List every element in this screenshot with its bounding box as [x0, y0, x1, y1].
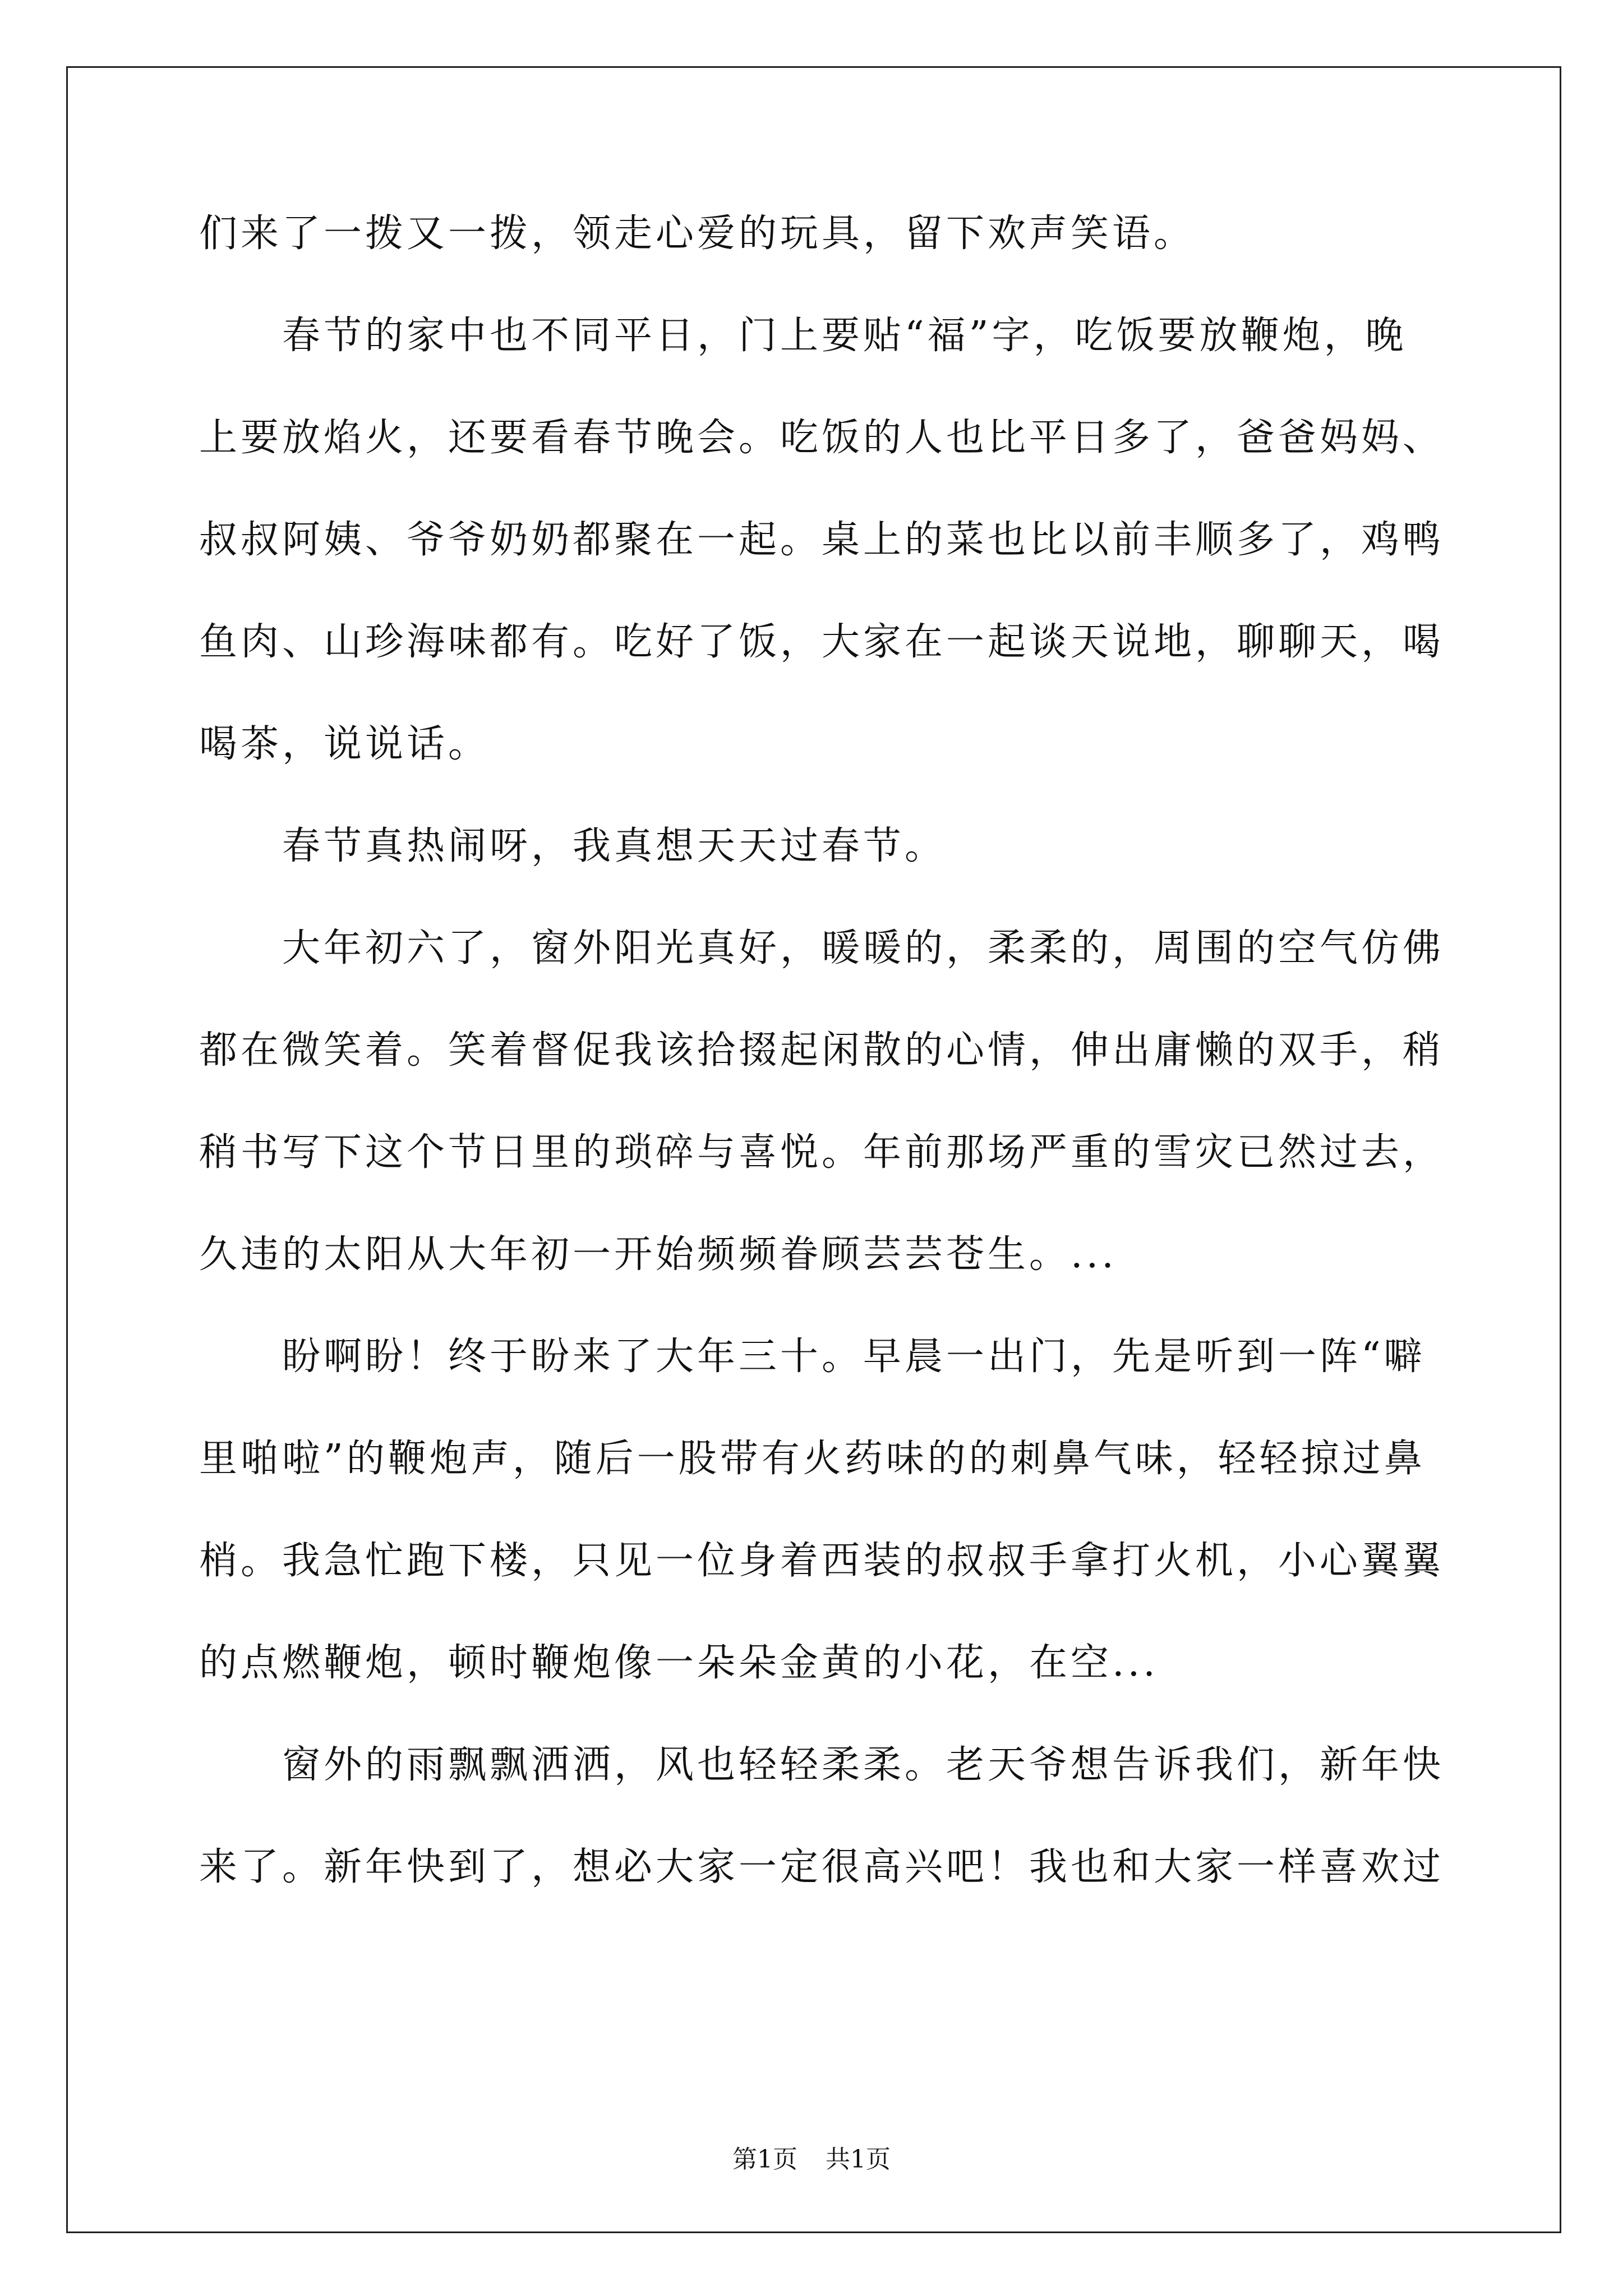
- text-line: 春节的家中也不同平日，门上要贴“福”字，吃饭要放鞭炮，晚: [282, 314, 1407, 358]
- text-line: 来了。新年快到了，想必大家一定很高兴吧！我也和大家一样喜欢过: [199, 1845, 1445, 1889]
- text-line: 都在微笑着。笑着督促我该拾掇起闲散的心情，伸出庸懒的双手，稍: [199, 1028, 1445, 1073]
- text-line: 喝茶，说说话。: [199, 722, 490, 766]
- text-line: 叔叔阿姨、爷爷奶奶都聚在一起。桌上的菜也比以前丰顺多了，鸡鸭: [199, 518, 1445, 562]
- text-line: 梢。我急忙跑下楼，只见一位身着西装的叔叔手拿打火机，小心翼翼: [199, 1539, 1445, 1583]
- text-line: 们来了一拨又一拨，领走心爱的玩具，留下欢声笑语。: [199, 211, 1196, 256]
- text-line: 大年初六了，窗外阳光真好，暖暖的，柔柔的，周围的空气仿佛: [282, 926, 1445, 970]
- text-line: 里啪啦”的鞭炮声，随后一股带有火药味的的刺鼻气味，轻轻掠过鼻: [199, 1437, 1426, 1481]
- text-line: 上要放焰火，还要看春节晚会。吃饭的人也比平日多了，爸爸妈妈、: [199, 416, 1445, 460]
- page-number-total: 共1页: [826, 2145, 891, 2174]
- text-line: 的点燃鞭炮，顿时鞭炮像一朵朵金黄的小花，在空...: [199, 1641, 1159, 1685]
- text-line: 鱼肉、山珍海味都有。吃好了饭，大家在一起谈天说地，聊聊天，喝: [199, 620, 1445, 664]
- text-line: 春节真热闹呀，我真想天天过春节。: [282, 824, 947, 868]
- page-number-current: 第1页: [732, 2145, 797, 2174]
- page-footer: [0, 2143, 1623, 2177]
- text-line: 窗外的雨飘飘洒洒，风也轻轻柔柔。老天爷想告诉我们，新年快: [282, 1743, 1445, 1787]
- document-body: [199, 208, 1445, 1943]
- text-line: 久违的太阳从大年初一开始频频眷顾芸芸苍生。...: [199, 1232, 1117, 1277]
- text-line: 稍书写下这个节日里的琐碎与喜悦。年前那场严重的雪灾已然过去，: [199, 1130, 1445, 1175]
- text-line: 盼啊盼！终于盼来了大年三十。早晨一出门，先是听到一阵“噼: [282, 1335, 1426, 1379]
